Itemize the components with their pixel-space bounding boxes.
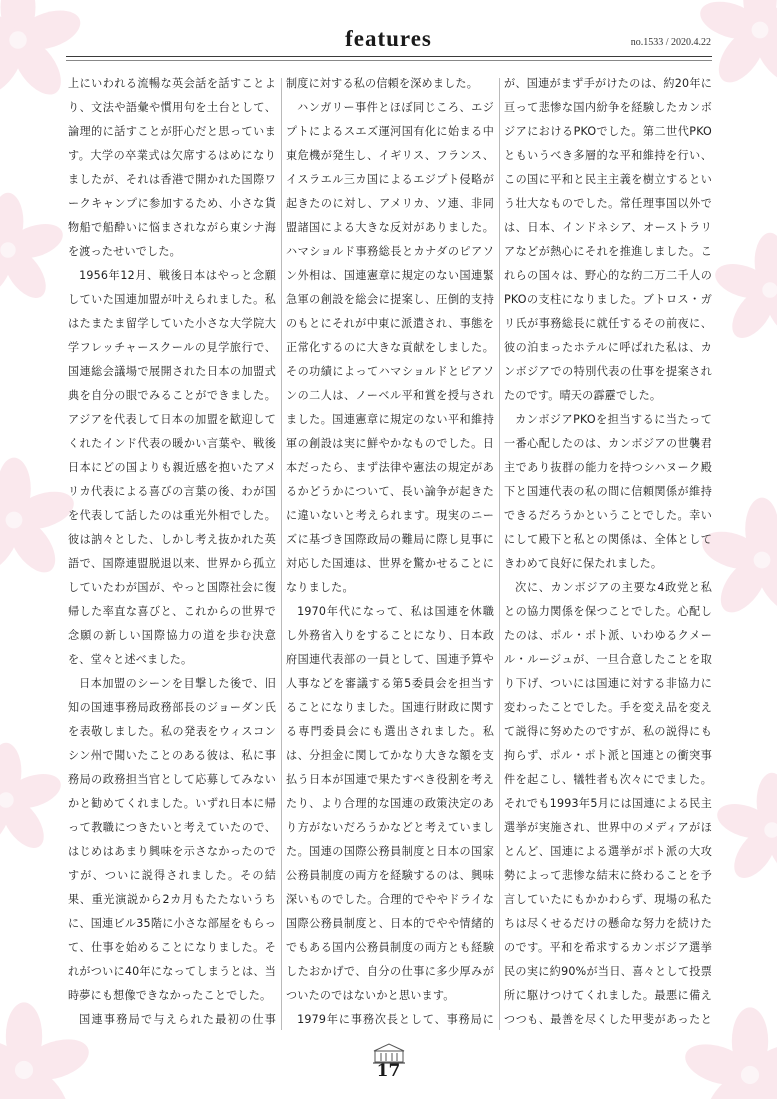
paragraph: 制度に対する私の信頼を深めました。 xyxy=(286,77,478,90)
section-title: features xyxy=(345,26,432,51)
paragraph: 次に、カンボジアの主要な4政党と私との協力関係を保つことでした。心配したのは、ポル・ポト派、いわゆるクメール・ルージュが、一旦合意したことを取り下げ、ついには国連に対する非協力に変わったことでした。手を変え品を変えて説得に努めたのですが、私の説得にも拘らず、ポル・ポト派と国連との衝突事件を起こし、犠牲者も次々にでました。それでも1993年5月には国連による民主選挙が実施され、世界中のメディアがほとんど、国連による選挙がポト派の大攻勢によって悲惨な結末に終わることを予言していたにもかかわらず、現場の私たちは尽くせるだけの懸命な努力を続けたのです。平和を希求するカンボジア選挙民の実に約90%が当日、喜々として投票所に駆けつけてくれました。最悪に備えつつも、最善を尽くした甲斐があったと xyxy=(504,581,712,1026)
text-column-1 xyxy=(68,72,276,1032)
paragraph: ハンガリー事件とほぼ同じころ、エジプトによるスエズ運河国有化に始まる中東危機が発生し、イギリス、フランス、イスラエル三カ国によるエジプト侵略が起きたのに対し、アメリカ、ソ連、非同盟諸国による大きな反対がありました。ハマショルド事務総長とカナダのピアソン外相は、国連憲章に規定のない国連緊急軍の創設を総会に提案し、圧倒的支持のもとにそれが中東に派遣され、事態を正常化するのに大きな貢献をしました。その功績によってハマショルドとピアソンの二人は、ノーベル平和賞を授与されました。国連憲章に規定のない平和維持軍の創設は実に鮮やかなものでした。日本だったら、まず法律や憲法の規定があるかどうかについて、長い論争が起きたに違いないと考えられます。現実のニーズに基づき国際政局の難局に際し見事に対応した国連は、世界を驚かせることになりました。 xyxy=(286,101,494,594)
text-column-3 xyxy=(504,72,712,1032)
paragraph: 1979年に事務次長として、事務局に xyxy=(297,1013,494,1026)
paragraph: 1970年代になって、私は国連を休職し外務省入りをすることになり、日本政府国連代表部の一員として、国連予算や人事などを審議する第5委員会を担当することになりました。国連行財政に関する専門委員会にも選出されました。私は、分担金に関してかなり大きな額を支払う日本が国連で果たすべき役割を考えたり、より合理的な国連の政策決定のあり方がないだろうかなどと考えていました。国連の国際公務員制度と日本の国家公務員制度の両方を経験するのは、興味深いものでした。合理的でややドライな国際公務員制度と、日本的でやや情緒的でもある国内公務員制度の両方とも経験したおかげで、自分の仕事に多少厚みがついたのではないかと思います。 xyxy=(286,605,494,1002)
text-column-2 xyxy=(286,72,494,1032)
paragraph: 日本加盟のシーンを目撃した後で、旧知の国連事務局政務部長のジョーダン氏を表敬しました。私の発表をウィスコンシン州で聞いたことのある彼は、私に事務局の政務担当官として応募してみないかと勧めてくれました。いずれ日本に帰って教職につきたいと考えていたので、はじめはあまり興味を示さなかったのですが、ついに説得されました。その結果、重光演説から2カ月もたたないうちに、国連ビル35階に小さな部屋をもらって、仕事を始めることになりました。それがついに40年になってしまうとは、当時夢にも想像できなかったことでした。 xyxy=(68,677,276,1002)
header-rule-thin xyxy=(66,60,712,61)
page-number: 17 xyxy=(376,1061,401,1081)
column-divider xyxy=(281,78,282,1030)
paragraph: カンボジアPKOを担当するに当たって一番心配したのは、カンボジアの世襲君主であり抜群の能力を持つシハヌーク殿下と国連代表の私の間に信頼関係が維持できるだろうかということでした。幸いにして殿下と私との関係は、全体としてきわめて良好に保たれました。 xyxy=(504,413,712,570)
paragraph: 上にいわれる流暢な英会話を話すことより、文法や語彙や慣用句を土台として、論理的に話すことが肝心だと思っています。大学の卒業式は欠席するはめになりましたが、それは香港で開かれた国際ワークキャンプに参加するため、小さな貨物船で船酔いに悩まされながら東シナ海を渡ったせいでした。 xyxy=(68,77,276,258)
paragraph: 国連事務局で与えられた最初の仕事 xyxy=(79,1013,276,1026)
paragraph: が、国連がまず手がけたのは、約20年に亘って悲惨な国内紛争を経験したカンボジアにおけるPKOでした。第二世代PKOともいうべき多層的な平和維持を行い、この国に平和と民主主義を樹立するという壮大なものでした。常任理事国以外では、日本、インドネシア、オーストラリアなどが熱心にそれを推進しました。これらの国々は、野心的な約二万二千人のPKOの支柱になりました。ブトロス・ガリ氏が事務総長に就任するその前夜に、彼の泊まったホテルに呼ばれた私は、カンボジアでの特別代表の仕事を提案されたのです。晴天の霹靂でした。 xyxy=(504,77,712,402)
paragraph: 1956年12月、戦後日本はやっと念願していた国連加盟が叶えられました。私はたまたま留学していた小さな大学院大学フレッチャースクールの見学旅行で、国連総会議場で展開された日本の加盟式典を自分の眼でみることができました。アジアを代表して日本の加盟を歓迎してくれたインド代表の暖かい言葉や、戦後日本にどの国よりも親近感を抱いたアメリカ代表による喜びの言葉の後、わが国を代表して話したのは重光外相でした。彼は訥々とした、しかし考え抜かれた英語で、国際連盟脱退以来、世界から孤立していたわが国が、やっと国際社会に復帰した率直な喜びと、これからの世界で念願の新しい国際協力の道を歩む決意を、堂々と述べました。 xyxy=(68,269,276,666)
column-divider xyxy=(499,78,500,1030)
header-rule xyxy=(66,56,712,57)
issue-number: no.1533 / 2020.4.22 xyxy=(630,37,711,48)
